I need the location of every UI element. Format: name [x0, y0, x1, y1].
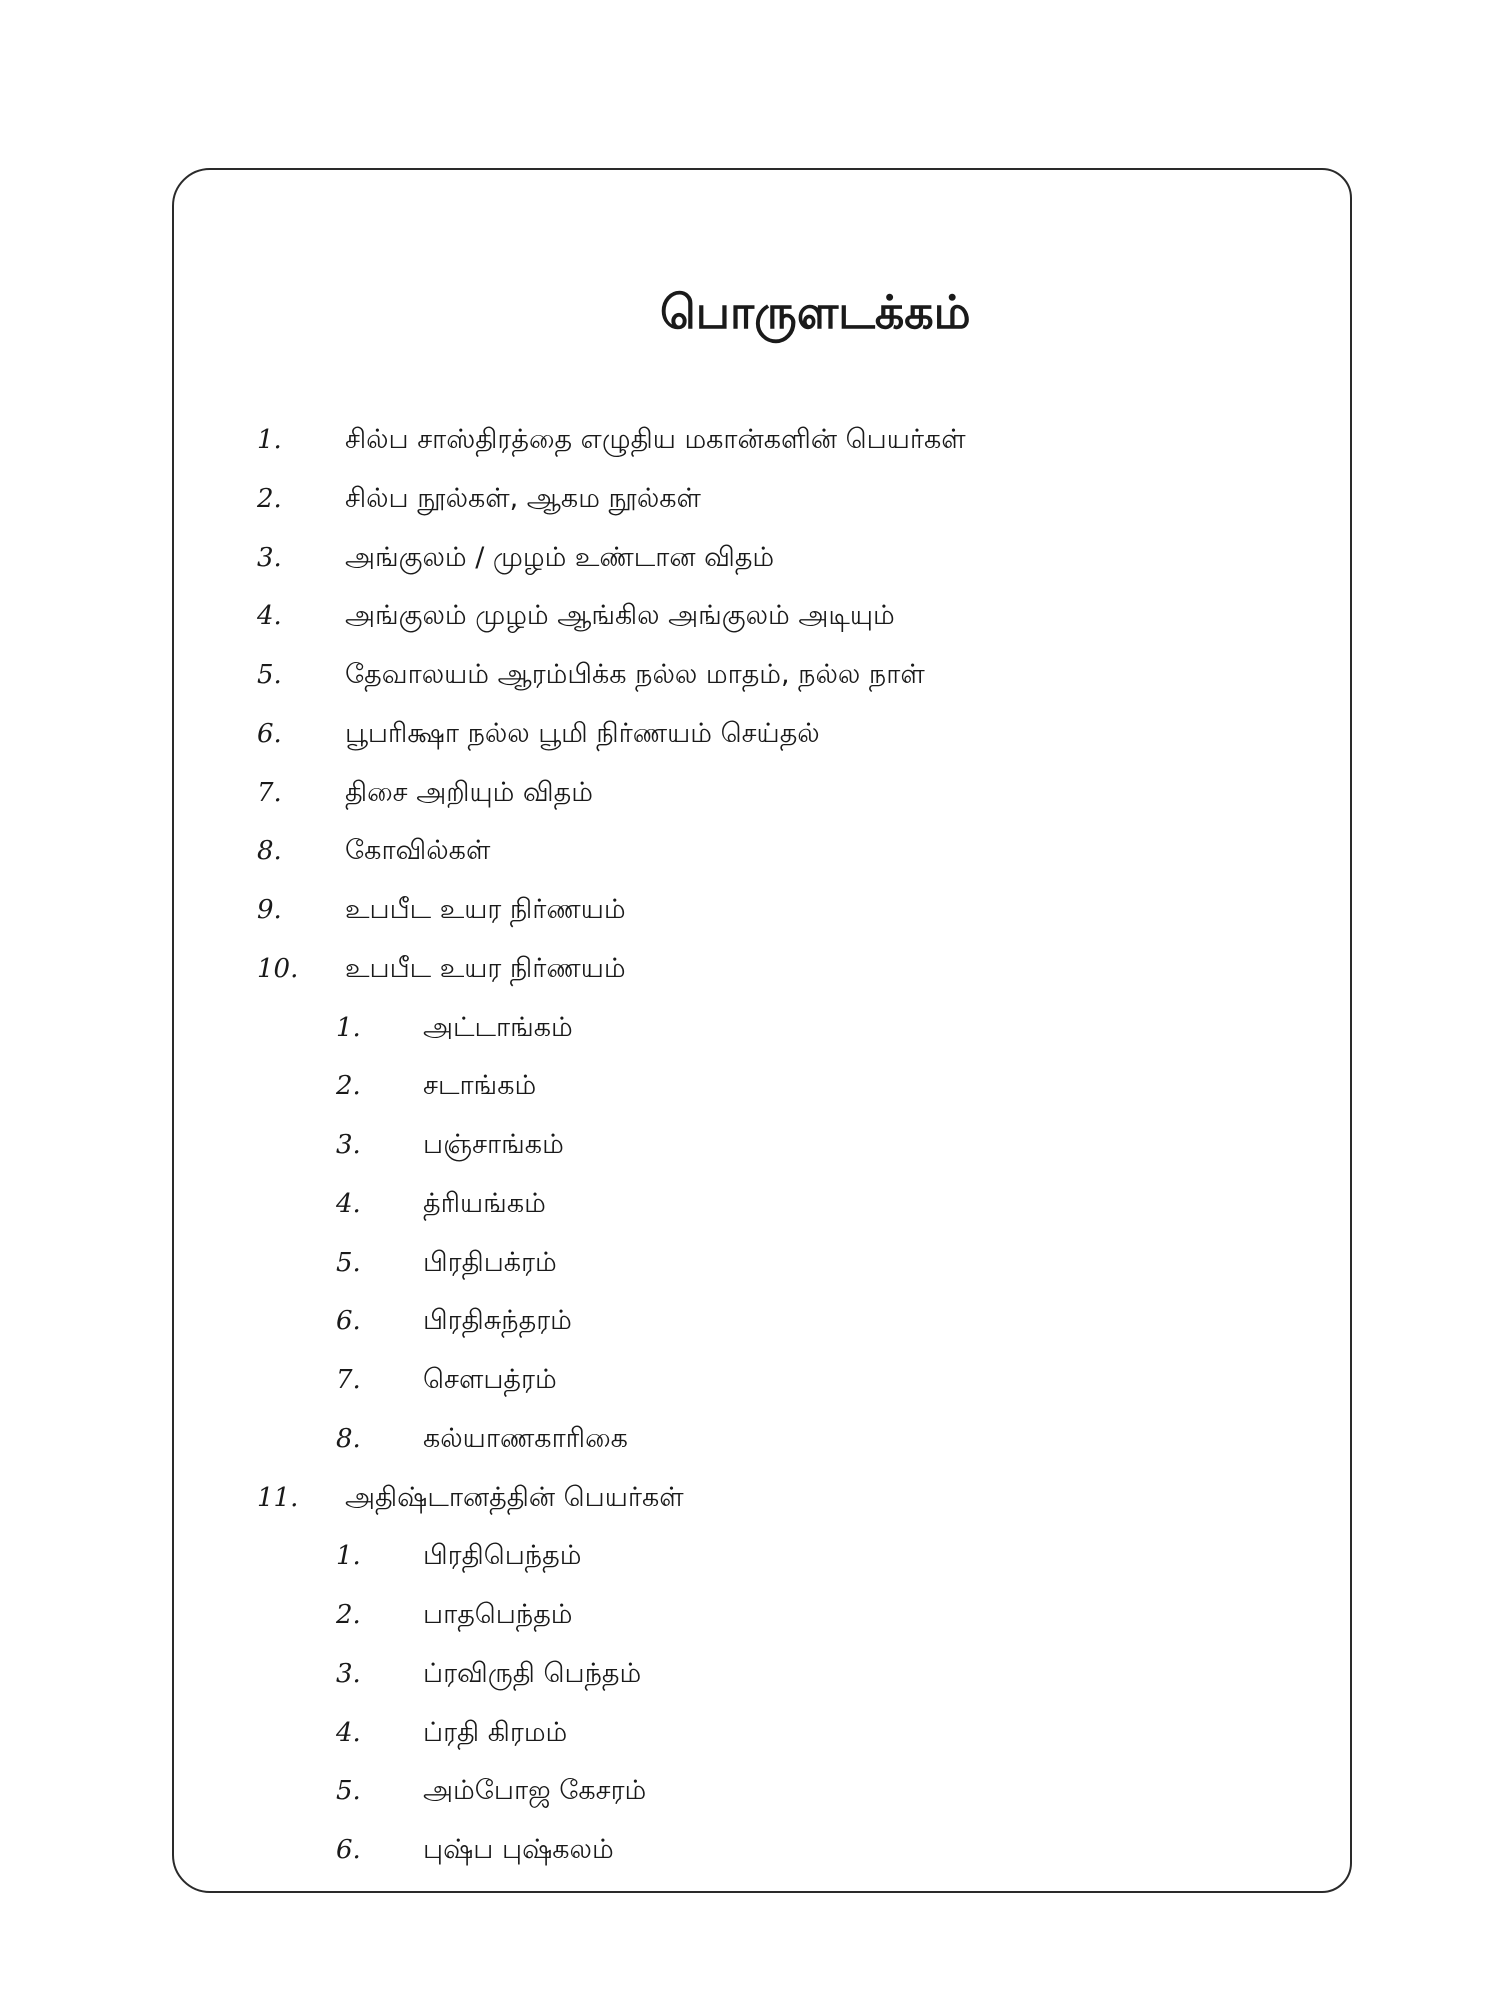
entry-title: சில்ப நூல்கள், ஆகம நூல்கள் [345, 482, 701, 514]
subentry-title: ப்ரதி கிரமம் [423, 1716, 568, 1748]
entry-number: 7. [257, 777, 282, 808]
subentry-title: த்ரியங்கம் [423, 1187, 546, 1219]
entry-title: உபபீட உயர நிர்ணயம் [345, 952, 626, 984]
subentry-title: புஷ்ப புஷ்கலம் [423, 1834, 614, 1865]
entry-title: உபபீட உயர நிர்ணயம் [345, 894, 626, 925]
subentry-title: பிரதிசுந்தரம் [423, 1305, 572, 1337]
subentry-number: 4. [336, 1188, 361, 1219]
entry-title: திசை அறியும் விதம் [345, 776, 593, 808]
subentry-number: 6. [336, 1306, 361, 1337]
entry-number: 9. [257, 895, 282, 925]
entry-number: 1. [257, 425, 282, 455]
subentry-number: 1. [336, 1541, 361, 1572]
entry-number: 5. [257, 660, 282, 690]
subentry-number: 6. [336, 1835, 361, 1865]
entry-number: 6. [257, 718, 282, 749]
entry-title: அதிஷ்டானத்தின் பெயர்கள் [345, 1481, 684, 1513]
entry-number: 11. [257, 1482, 299, 1513]
subentry-title: சடாங்கம் [423, 1070, 537, 1102]
subentry-number: 5. [336, 1776, 361, 1807]
subentry-title: பிரதிபக்ரம் [423, 1246, 557, 1278]
entry-title: சில்ப சாஸ்திரத்தை எழுதிய மகான்களின் பெயர்கள் [345, 424, 966, 455]
subentry-number: 2. [336, 1600, 361, 1630]
subentry-number: 8. [336, 1423, 361, 1454]
entry-title: கோவில்கள் [345, 835, 491, 867]
subentry-number: 7. [336, 1365, 361, 1395]
subentry-title: பஞ்சாங்கம் [423, 1129, 564, 1160]
subentry-title: ப்ரவிருதி பெந்தம் [423, 1657, 642, 1689]
entry-title: அங்குலம் முழம் ஆங்கில அங்குலம் அடியும் [345, 600, 895, 632]
entry-title: தேவாலயம் ஆரம்பிக்க நல்ல மாதம், நல்ல நாள் [345, 659, 925, 690]
subentry-title: சௌபத்ரம் [423, 1364, 557, 1395]
subentry-number: 3. [336, 1130, 361, 1160]
subentry-title: அட்டாங்கம் [423, 1011, 573, 1043]
subentry-number: 5. [336, 1247, 361, 1278]
subentry-number: 3. [336, 1658, 361, 1689]
subentry-title: பாதபெந்தம் [423, 1599, 573, 1630]
page-title: பொருளடக்கம் [660, 285, 971, 339]
entry-title: பூபரிக்ஷா நல்ல பூமி நிர்ணயம் செய்தல் [345, 717, 820, 749]
subentry-number: 1. [336, 1012, 361, 1043]
entry-number: 2. [257, 483, 282, 514]
subentry-title: பிரதிபெந்தம் [423, 1540, 582, 1572]
entry-number: 3. [257, 542, 282, 573]
subentry-number: 2. [336, 1071, 361, 1102]
entry-title: அங்குலம் / முழம் உண்டான விதம் [345, 541, 775, 573]
entry-number: 10. [257, 953, 299, 984]
subentry-title: அம்போஜ கேசரம் [423, 1775, 647, 1807]
entry-number: 4. [257, 601, 282, 632]
subentry-number: 4. [336, 1717, 361, 1748]
subentry-title: கல்யாணகாரிகை [423, 1422, 628, 1454]
entry-number: 8. [257, 836, 282, 867]
